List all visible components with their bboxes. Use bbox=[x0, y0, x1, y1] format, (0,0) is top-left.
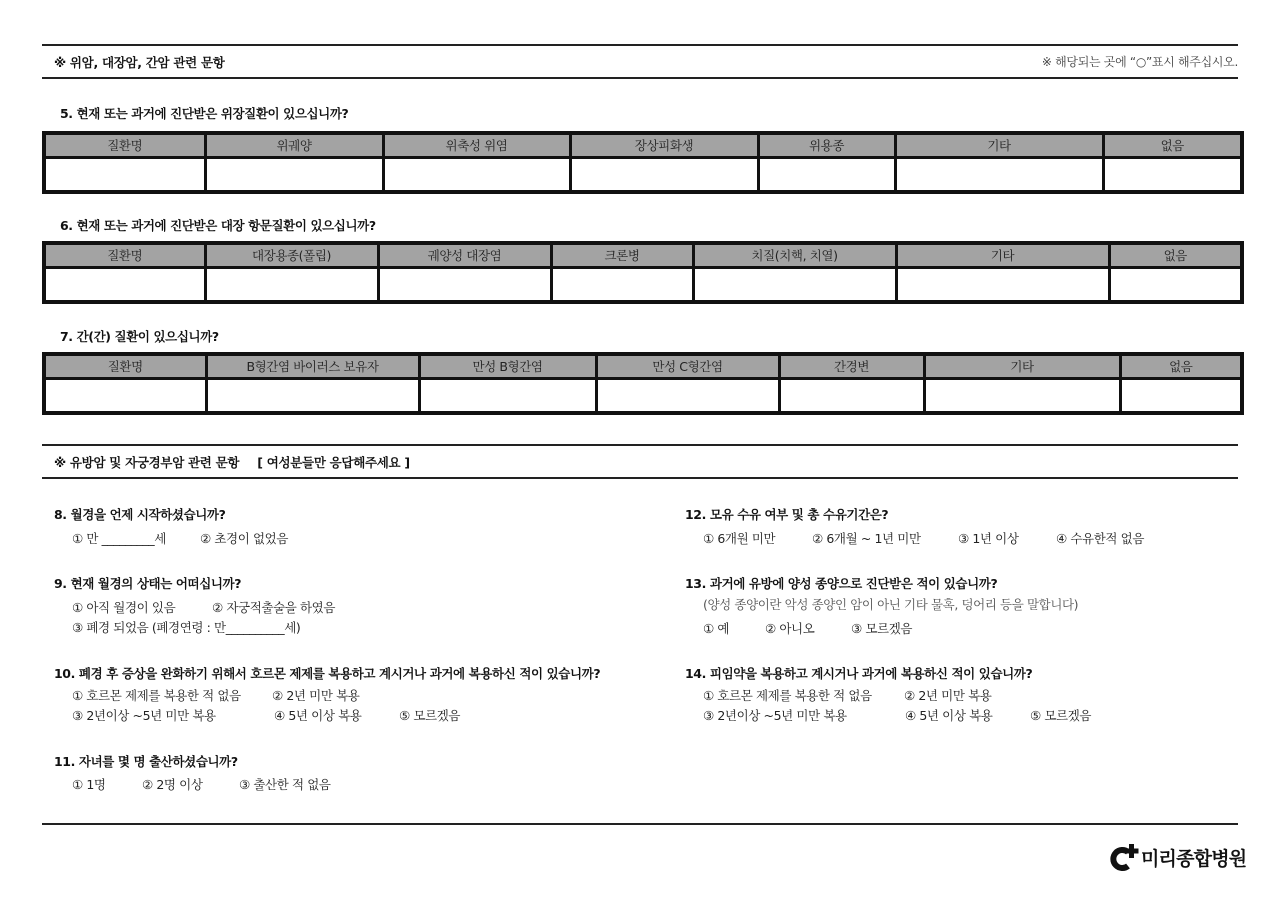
q6-col-hemorrhoids: 치질(치핵, 치열) bbox=[693, 243, 896, 267]
q6-cell-disease[interactable] bbox=[44, 267, 205, 302]
q10-option-4[interactable]: ④ 5년 이상 복용 bbox=[274, 708, 362, 723]
q8-title: 8. 월경을 언제 시작하셨습니까? bbox=[54, 507, 226, 522]
q7-col-hbv-carrier: B형간염 바이러스 보유자 bbox=[206, 354, 419, 378]
q6-col-colon-polyp: 대장용종(폴립) bbox=[205, 243, 378, 267]
section1-top-rule bbox=[42, 44, 1238, 46]
q5-col-intestinal-metaplasia: 장상피화생 bbox=[570, 133, 758, 157]
q6-cell-colon-polyp[interactable] bbox=[205, 267, 378, 302]
q14-option-2[interactable]: ② 2년 미만 복용 bbox=[904, 688, 992, 703]
section2-top-rule bbox=[42, 444, 1238, 446]
q6-col-crohns: 크론병 bbox=[551, 243, 693, 267]
q13-note: (양성 종양이란 악성 종양인 암이 아닌 기타 물혹, 덩어리 등을 말합니다) bbox=[703, 597, 1079, 612]
q13-title: 13. 과거에 유방에 양성 종양으로 진단받은 적이 있습니까? bbox=[685, 576, 998, 591]
q5-cell-none[interactable] bbox=[1103, 157, 1242, 192]
q11-option-2[interactable]: ② 2명 이상 bbox=[142, 777, 203, 792]
q7-col-other: 기타 bbox=[924, 354, 1120, 378]
q14-option-5[interactable]: ⑤ 모르겠음 bbox=[1030, 708, 1092, 723]
q9-option-3[interactable]: ③ 폐경 되었음 (폐경연령 : 만__________세) bbox=[72, 620, 301, 635]
q5-cell-other[interactable] bbox=[895, 157, 1103, 192]
q7-cell-hbv-carrier[interactable] bbox=[206, 378, 419, 413]
q5-col-disease: 질환명 bbox=[44, 133, 205, 157]
q10-option-1[interactable]: ① 호르몬 제제를 복용한 적 없음 bbox=[72, 688, 241, 703]
q7-table bbox=[42, 352, 1244, 415]
q10-option-2[interactable]: ② 2년 미만 복용 bbox=[272, 688, 360, 703]
q14-option-3[interactable]: ③ 2년이상 ~5년 미만 복용 bbox=[703, 708, 847, 723]
q5-col-gastric-polyp: 위용종 bbox=[758, 133, 895, 157]
q6-col-none: 없음 bbox=[1109, 243, 1242, 267]
q7-header-row bbox=[44, 354, 1242, 378]
q5-col-gastric-ulcer: 위궤양 bbox=[205, 133, 383, 157]
q10-title: 10. 폐경 후 증상을 완화하기 위해서 호르몬 제제를 복용하고 계시거나 과거에 복용하신 적이 있습니까? bbox=[54, 666, 601, 681]
q13-option-1[interactable]: ① 예 bbox=[703, 621, 730, 636]
cross-c-logo-icon bbox=[1110, 843, 1140, 871]
q7-col-disease: 질환명 bbox=[44, 354, 206, 378]
q7-col-chronic-hepatitis-b: 만성 B형간염 bbox=[419, 354, 596, 378]
q7-cell-cirrhosis[interactable] bbox=[779, 378, 924, 413]
q7-cell-disease[interactable] bbox=[44, 378, 206, 413]
q5-cell-gastric-polyp[interactable] bbox=[758, 157, 895, 192]
q7-cell-other[interactable] bbox=[924, 378, 1120, 413]
q11-option-3[interactable]: ③ 출산한 적 없음 bbox=[239, 777, 331, 792]
q6-header-row bbox=[44, 243, 1242, 267]
q6-cell-crohns[interactable] bbox=[551, 267, 693, 302]
q12-option-2[interactable]: ② 6개월 ~ 1년 미만 bbox=[812, 531, 921, 546]
section2-bottom-rule bbox=[42, 477, 1238, 479]
q7-col-chronic-hepatitis-c: 만성 C형간염 bbox=[596, 354, 779, 378]
q9-option-1[interactable]: ① 아직 월경이 있음 bbox=[72, 600, 176, 615]
q14-option-1[interactable]: ① 호르몬 제제를 복용한 적 없음 bbox=[703, 688, 872, 703]
section2-subtitle: [ 여성분들만 응답해주세요 ] bbox=[257, 455, 410, 470]
q7-col-cirrhosis: 간경변 bbox=[779, 354, 924, 378]
q13-option-2[interactable]: ② 아니오 bbox=[765, 621, 815, 636]
q12-option-1[interactable]: ① 6개원 미만 bbox=[703, 531, 776, 546]
q6-table bbox=[42, 241, 1244, 304]
q6-cell-none[interactable] bbox=[1109, 267, 1242, 302]
q5-answer-row bbox=[44, 157, 1242, 192]
q7-answer-row bbox=[44, 378, 1242, 413]
q5-header-row bbox=[44, 133, 1242, 157]
q9-option-2[interactable]: ② 자궁적출술을 하였음 bbox=[212, 600, 336, 615]
q7-col-none: 없음 bbox=[1120, 354, 1242, 378]
section1-instruction: ※ 해당되는 곳에 “○”표시 해주십시오. bbox=[1041, 55, 1238, 69]
q7-cell-none[interactable] bbox=[1120, 378, 1242, 413]
q7-cell-chronic-hepatitis-b[interactable] bbox=[419, 378, 596, 413]
q11-title: 11. 자녀를 몇 명 출산하셨습니까? bbox=[54, 754, 238, 769]
q7-title: 7. 간(간) 질환이 있으십니까? bbox=[60, 329, 219, 344]
q5-cell-disease[interactable] bbox=[44, 157, 205, 192]
q5-cell-intestinal-metaplasia[interactable] bbox=[570, 157, 758, 192]
q12-option-3[interactable]: ③ 1년 이상 bbox=[958, 531, 1019, 546]
q12-title: 12. 모유 수유 여부 및 총 수유기간은? bbox=[685, 507, 889, 522]
q5-col-other: 기타 bbox=[895, 133, 1103, 157]
q8-option-1[interactable]: ① 만 _________세 bbox=[72, 531, 166, 546]
section1-bottom-rule bbox=[42, 77, 1238, 79]
section1-title: ※ 위암, 대장암, 간암 관련 문항 bbox=[54, 55, 225, 70]
q8-option-2[interactable]: ② 초경이 없었음 bbox=[200, 531, 289, 546]
q5-cell-atrophic-gastritis[interactable] bbox=[383, 157, 570, 192]
q5-col-atrophic-gastritis: 위축성 위염 bbox=[383, 133, 570, 157]
q7-cell-chronic-hepatitis-c[interactable] bbox=[596, 378, 779, 413]
footer-rule bbox=[42, 823, 1238, 825]
q5-title: 5. 현재 또는 과거에 진단받은 위장질환이 있으십니까? bbox=[60, 106, 349, 121]
q9-title: 9. 현재 월경의 상태는 어떠십니까? bbox=[54, 576, 242, 591]
q10-option-5[interactable]: ⑤ 모르겠음 bbox=[399, 708, 461, 723]
q6-col-ulcerative-colitis: 궤양성 대장염 bbox=[378, 243, 551, 267]
q11-option-1[interactable]: ① 1명 bbox=[72, 777, 106, 792]
q6-col-disease: 질환명 bbox=[44, 243, 205, 267]
hospital-logo bbox=[1110, 843, 1246, 871]
q13-option-3[interactable]: ③ 모르겠음 bbox=[851, 621, 913, 636]
section2-title-text: ※ 유방암 및 자궁경부암 관련 문항 bbox=[54, 455, 240, 470]
q14-title: 14. 피임약을 복용하고 계시거나 과거에 복용하신 적이 있습니까? bbox=[685, 666, 1033, 681]
q10-option-3[interactable]: ③ 2년이상 ~5년 미만 복용 bbox=[72, 708, 216, 723]
q5-cell-gastric-ulcer[interactable] bbox=[205, 157, 383, 192]
q5-table bbox=[42, 131, 1244, 194]
section2-title bbox=[54, 453, 410, 471]
q6-title: 6. 현재 또는 과거에 진단받은 대장 항문질환이 있으십니까? bbox=[60, 218, 376, 233]
q6-cell-ulcerative-colitis[interactable] bbox=[378, 267, 551, 302]
q6-cell-hemorrhoids[interactable] bbox=[693, 267, 896, 302]
q5-col-none: 없음 bbox=[1103, 133, 1242, 157]
q14-option-4[interactable]: ④ 5년 이상 복용 bbox=[905, 708, 993, 723]
q6-col-other: 기타 bbox=[896, 243, 1109, 267]
q6-answer-row bbox=[44, 267, 1242, 302]
q12-option-4[interactable]: ④ 수유한적 없음 bbox=[1056, 531, 1145, 546]
hospital-name: 미리종합병원 bbox=[1141, 847, 1247, 870]
q6-cell-other[interactable] bbox=[896, 267, 1109, 302]
